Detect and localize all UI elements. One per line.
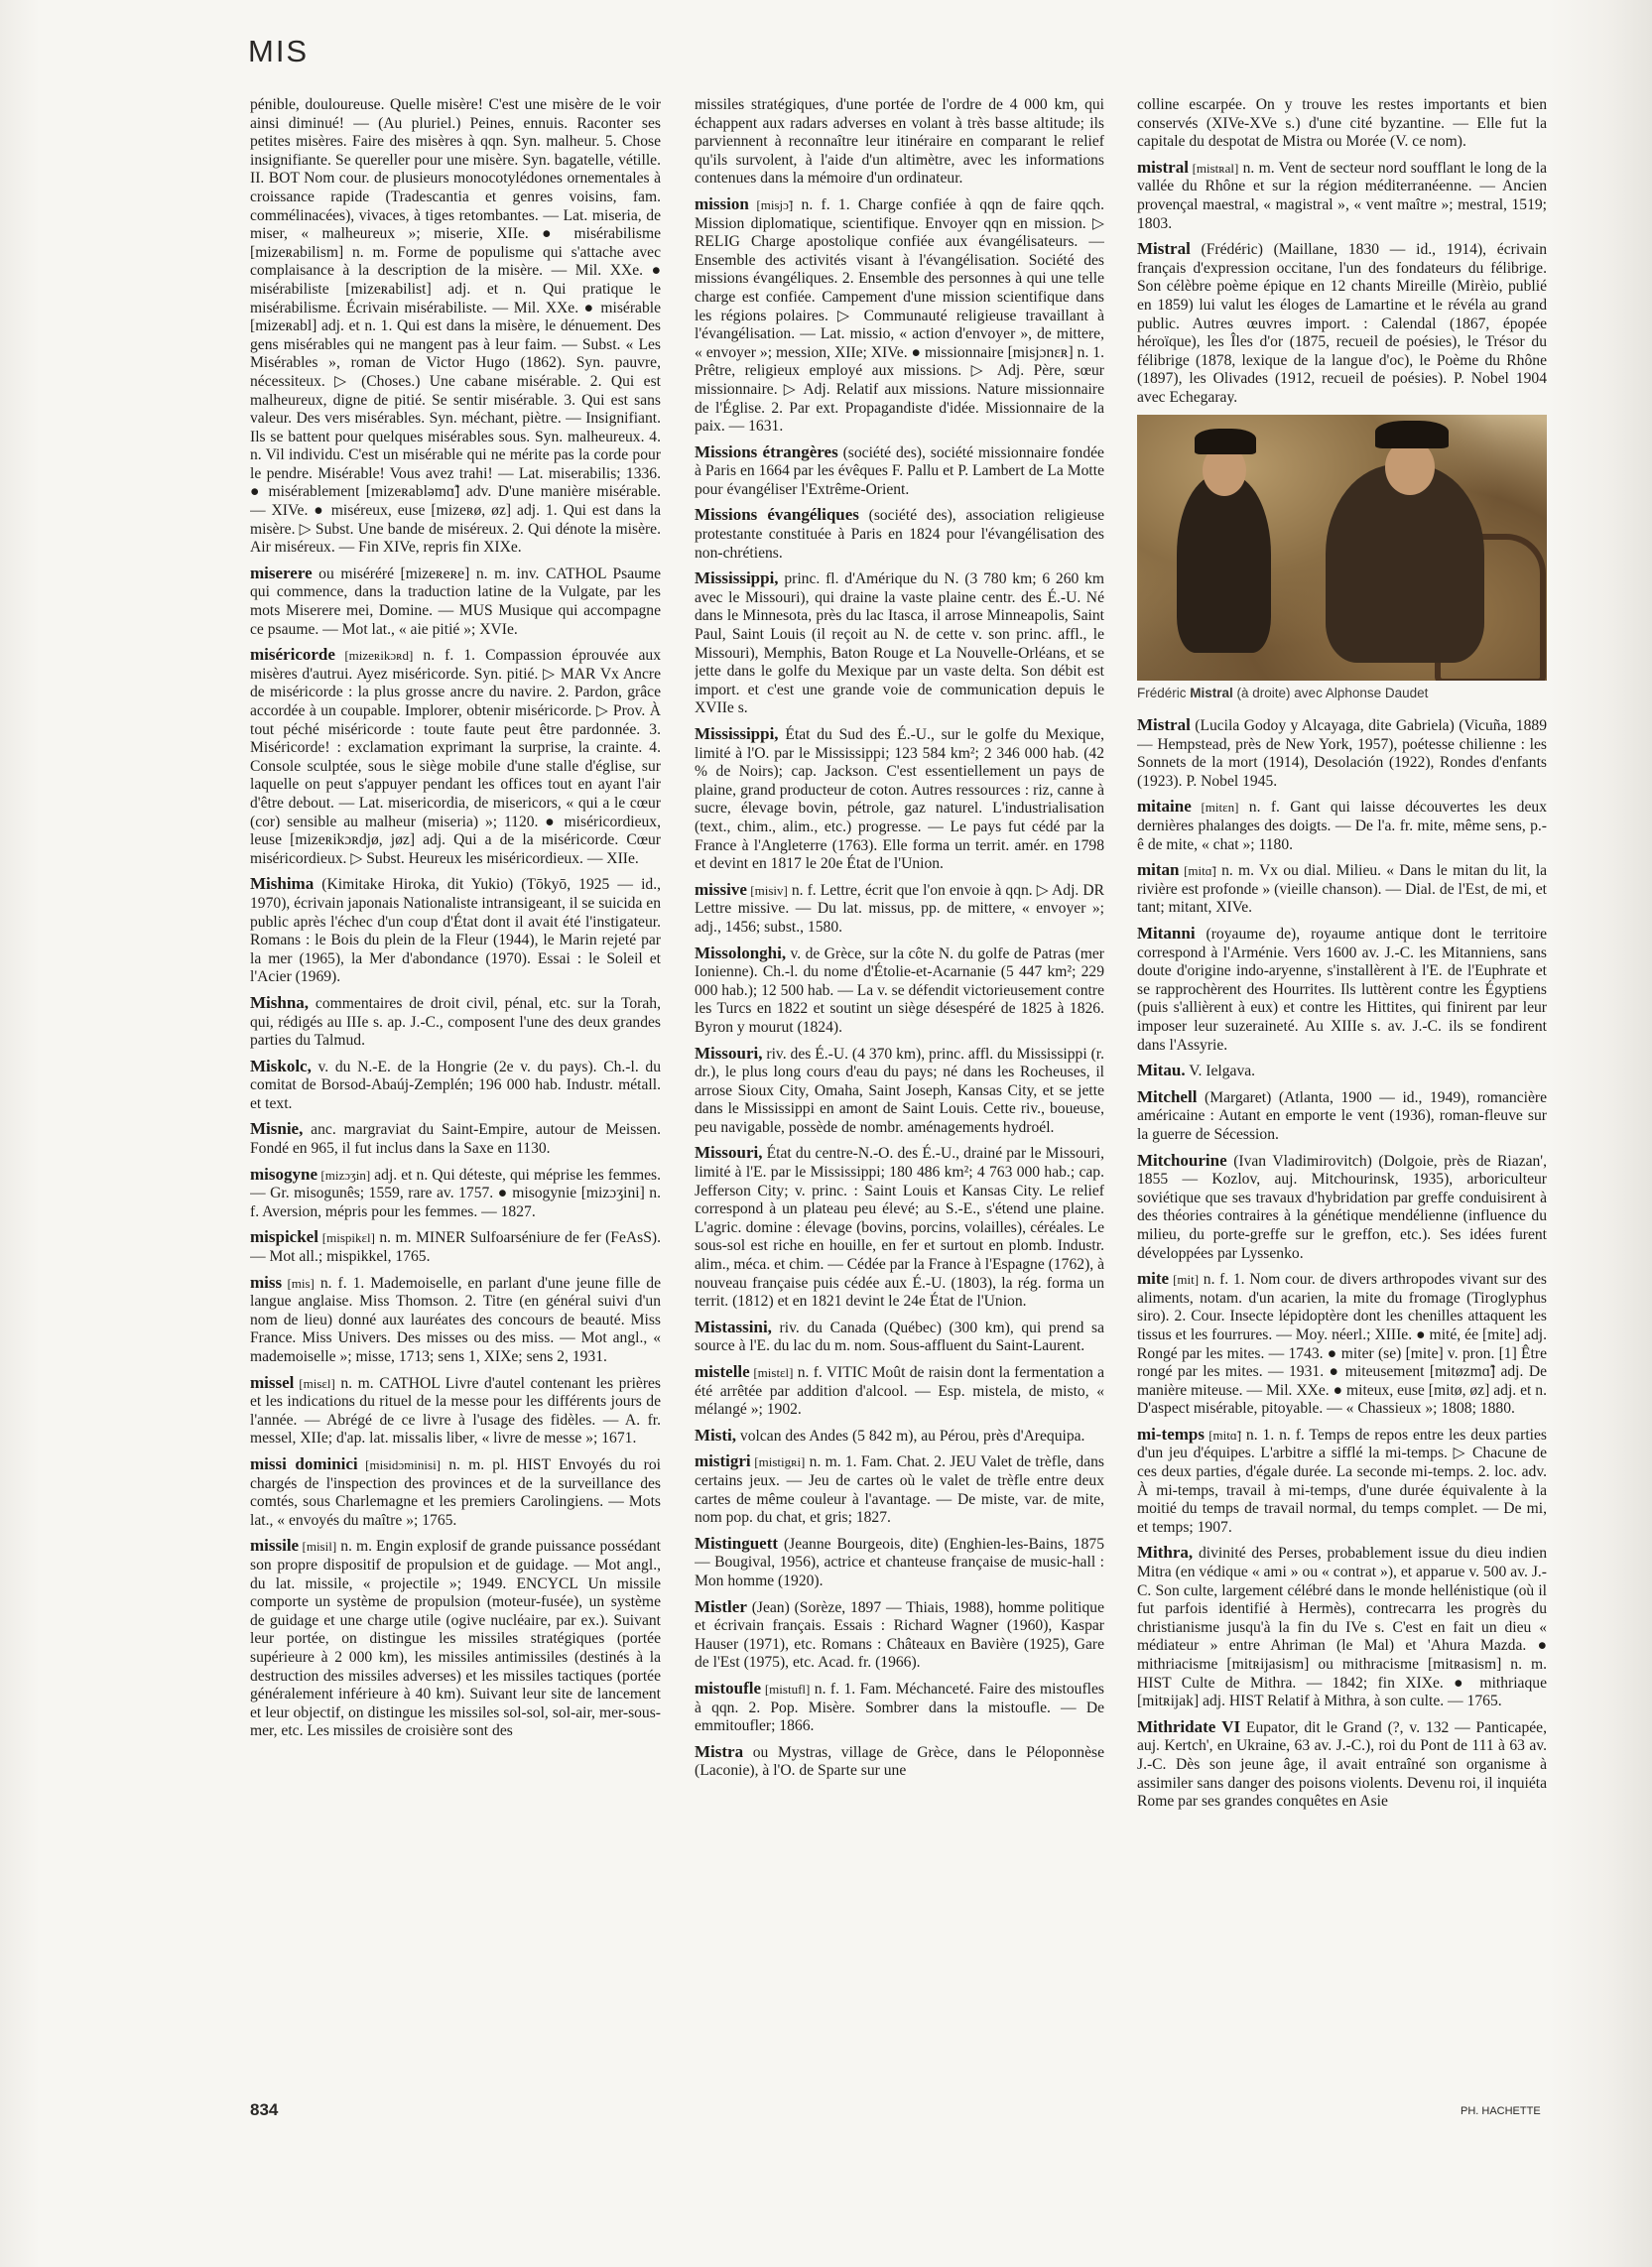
dictionary-entry xyxy=(695,725,1104,874)
publisher-credit: PH. HACHETTE xyxy=(1461,2105,1541,2117)
caption-prefix: Frédéric xyxy=(1137,685,1191,700)
entry-headword: missel xyxy=(250,1372,295,1392)
entry-headword: Mitchell xyxy=(1137,1086,1198,1106)
entry-headword: mistral xyxy=(1137,157,1189,177)
entry-definition: n. m. 1. Fam. Chat. 2. JEU Valet de trèfle, dans certains jeux. — Jeu de cartes où le valet de trèfle entre deux cartes de même couleur à l'avantage. — De miste, var. de mite, nom pop. du chat, et gris; 1827. xyxy=(695,1453,1104,1527)
dictionary-entry xyxy=(695,443,1104,500)
dictionary-entry xyxy=(250,646,661,868)
column-1 xyxy=(250,95,661,2079)
entry-headword: missi dominici xyxy=(250,1453,358,1473)
entry-definition: n. m. MINER Sulfoarséniure de fer (FeAsS). — Mot all.; mispikkel, 1765. xyxy=(250,1229,661,1266)
entry-headword: misogyne xyxy=(250,1164,318,1184)
dictionary-entry xyxy=(1137,1088,1547,1145)
entry-definition: v. de Grèce, sur la côte N. du golfe de Patras (mer Ionienne). Ch.-l. du nome d'Étolie-et-Acarnanie (5 447 km²; 229 000 hab.); 12 500 hab. — La v. se défendit victorieusement contre les Turcs en 1822 et soutint un siège désespéré de 1825 à 1826. Byron y mourut (1824). xyxy=(695,945,1104,1036)
dictionary-entry xyxy=(695,506,1104,563)
entry-headword: miss xyxy=(250,1272,283,1292)
dictionary-entry xyxy=(695,1427,1104,1447)
dictionary-entry xyxy=(1137,1718,1547,1812)
entry-definition: riv. des É.-U. (4 370 km), princ. affl. du Mississippi (r. dr.), le plus long cours d'eau du pays; né dans les Rocheuses, il arrose Sioux City, Omaha, Saint Joseph, Kansas City, et se jette dans le Mississippi en amont de Saint Louis. Cette riv., boueuse, peu navigable, possède de nombr. aménagements hydroél. xyxy=(695,1045,1104,1136)
entry-definition: colline escarpée. On y trouve les restes importants et bien conservés (XIVe-XVe s.) d'une cité byzantine. — Elle fut la capitale du despotat de Mistra ou Morée (V. ce nom). xyxy=(1137,96,1547,151)
entry-definition: divinité des Perses, probablement issue du dieu indien Mitra (en védique « ami » ou « contrat »), et apparue v. 500 av. J.-C. Son culte, largement célébré dans le monde hellénistique (où il fut parfois identifié à Hermès), contrecarra les progrès du christianisme jusqu'à la fin du IVe s. C'est en fait un dieu « médiateur » entre Ahriman (le Mal) et 'Ahura Mazda. ● mithriacisme [mitʀijasism] ou mithracisme [mitʀasism] n. m. HIST Culte de Mithra. — 1842; fin XIXe. ● mithriaque [mitʀijak] adj. HIST Relatif à Mithra, à son culte. — 1765. xyxy=(1137,1545,1547,1710)
entry-definition: (royaume de), royaume antique dont le territoire correspond à l'Arménie. Vers 1600 av. J.-C. les Mitanniens, sans doute d'origine indo-aryenne, s'installèrent à l'E. de l'Euphrate et se rapprochèrent des Hourrites. Ils luttèrent contre les Égyptiens (puis s'allièrent à eux) et contre les Hittites, qui finirent par leur imposer leur suzeraineté. Au XIIIe s. av. J.-C. ils se fondirent dans l'Assyrie. xyxy=(1137,926,1547,1054)
page-number: 834 xyxy=(250,2100,279,2119)
entry-headword: Missolonghi, xyxy=(695,943,787,962)
dictionary-entry xyxy=(695,1452,1104,1527)
entry-pronunciation: [mistufl] xyxy=(761,1681,811,1697)
entry-headword: Missouri, xyxy=(695,1043,763,1063)
dictionary-entry xyxy=(1137,861,1547,918)
dictionary-entry xyxy=(1137,1426,1547,1538)
entry-headword: Mistral xyxy=(1137,239,1191,259)
entry-definition: État du Sud des É.-U., sur le golfe du Mexique, limité à l'O. par le Mississippi; 123 584 km²; 2 346 000 hab. (42 % de Noirs); cap. Jackson. C'est essentiellement un pays de plaine, grand producteur de coton. Autres ressources : riz, canne à sucre, élevage bovin, pétrole, gaz naturel. L'industrialisation (text., chim., alim., etc.) progresse. — Le pays fut cédé par la France à l'Angleterre (1763). Elle forma un territ. amér. en 1798 et devint en 1817 le 20e État de l'Union. xyxy=(695,726,1104,873)
entry-headword: Mississippi, xyxy=(695,568,779,588)
dictionary-entry xyxy=(1137,159,1547,233)
entry-definition: princ. fl. d'Amérique du N. (3 780 km; 6 260 km avec le Missouri), qui draine la vaste plaine centr. des É.-U. Né dans le Minnesota, près du lac Itasca, il arrose Minneapolis, Saint Paul, Saint Louis (il reçoit au N. de cette v. son princ. affl., le Missouri), Memphis, Baton Rouge et La Nouvelle-Orléans, et se jette dans le golfe du Mexique par un vaste delta. Son débit est import. et c'est une grande voie de communication depuis le XVIIe s. xyxy=(695,570,1104,717)
entry-definition: n. 1. n. f. Temps de repos entre les deux parties d'un jeu d'équipes. L'arbitre a sifflé la mi-temps. ▷ Chacune de ces deux parties, d'égale durée. La seconde mi-temps. 2. loc. adv. À mi-temps, travail à mi-temps, d'une durée équivalente à la moitié du temps de travail normal, du temps complet. — De mi, et temps; 1907. xyxy=(1137,1426,1547,1536)
hat-right xyxy=(1375,421,1449,448)
dictionary-entry xyxy=(250,994,661,1051)
entry-headword: missive xyxy=(695,879,747,899)
dictionary-entry xyxy=(250,875,661,987)
entry-headword: Missions étrangères xyxy=(695,441,838,461)
entry-headword: Miskolc, xyxy=(250,1056,312,1075)
entry-pronunciation: [mispikɛl] xyxy=(318,1230,375,1246)
entry-headword: Mithra, xyxy=(1137,1543,1194,1563)
dictionary-entry xyxy=(1137,1270,1547,1419)
entry-headword: Mistinguett xyxy=(695,1533,779,1553)
entry-definition: Eupator, dit le Grand (?, v. 132 — Panticapée, auj. Kertch', en Ukraine, 63 av. J.-C.), roi du Pont de 111 à 63 av. J.-C. Dès son jeune âge, il avait entraîné son organisme à assimiler sans danger des poisons violents. Devenu roi, il inquiéta Rome par ses grandes conquêtes en Asie xyxy=(1137,1718,1547,1811)
entry-definition: riv. du Canada (Québec) (300 km), qui prend sa source à l'E. du lac du m. nom. Sous-affluent du Saint-Laurent. xyxy=(695,1319,1104,1355)
entry-headword: miséricorde xyxy=(250,645,335,665)
entry-definition: n. m. Vent de secteur nord soufflant le long de la vallée du Rhône et sur la région méditerranéenne. — Ancien provençal maestral, « magistral », « vent maître »; mestral, 1519; 1803. xyxy=(1137,159,1547,232)
entry-pronunciation: [misil] xyxy=(299,1539,337,1555)
entry-pronunciation: [mizeʀikɔʀd] xyxy=(334,648,414,664)
entry-definition: (Ivan Vladimirovitch) (Dolgoie, près de Riazan', 1855 — Kozlov, auj. Mitchourinsk, 1935), arboriculteur soviétique que ses travaux d'hybridation par greffe conduisirent à des théories contraires à la génétique mendélienne (influence du milieu, du porte-greffe sur le greffon, etc.). Ses idées furent développées par Lyssenko. xyxy=(1137,1152,1547,1262)
dictionary-entry xyxy=(695,1743,1104,1781)
column-3-bottom xyxy=(1137,716,1547,1812)
entry-pronunciation: [mitɛn] xyxy=(1191,800,1239,816)
entry-headword: Missions évangéliques xyxy=(695,505,859,525)
dictionary-entry xyxy=(695,945,1104,1038)
dictionary-entry xyxy=(695,195,1104,437)
entry-pronunciation: [mitɑ̃] xyxy=(1204,1427,1242,1443)
entry-definition: (Jeanne Bourgeois, dite) (Enghien-les-Bains, 1875 — Bougival, 1956), actrice et chanteuse française de music-hall : Mon homme (1920). xyxy=(695,1535,1104,1589)
dictionary-entry xyxy=(695,1363,1104,1420)
entry-definition: n. f. 1. Fam. Méchanceté. Faire des mistoufles à qqn. 2. Pop. Misère. Sombrer dans la mistoufle. — De emmitoufler; 1866. xyxy=(695,1680,1104,1735)
entry-definition: anc. margraviat du Saint-Empire, autour de Meissen. Fondé en 965, il fut inclus dans la Saxe en 1130. xyxy=(250,1121,661,1158)
entry-headword: Mishima xyxy=(250,874,315,894)
dictionary-entry xyxy=(250,1274,661,1367)
entry-definition: (Frédéric) (Maillane, 1830 — id., 1914), écrivain français d'expression occitane, l'un des fondateurs du félibrige. Son célèbre poème épique en 12 chants Mireille (Mirèio, publié en 1859) lui valut les éloges de Lamartine et le révéla au grand public. Autres œuvres import. : Calendal (1867, épopée héroïque), les Îles d'or (1875, recueil de poésies), le Trésor du félibrige (1878, lexique de la langue d'oc), le Poème du Rhône (1897), les Olivades (1912, recueil de poésies). P. Nobel 1904 avec Echegaray. xyxy=(1137,241,1547,406)
entry-definition: n. m. CATHOL Livre d'autel contenant les prières et les indications du rituel de la messe pour les différents jours de l'année. — Abrégé de ce livre à l'usage des fidèles. — A. fr. messel, XIIe; d'ap. lat. missalis liber, « livre de messe »; 1671. xyxy=(250,1374,661,1448)
entry-pronunciation: [mit] xyxy=(1169,1272,1200,1288)
entry-definition: ou miséréré [mizeʀeʀe] n. m. inv. CATHOL Psaume qui commence, dans la traduction latine de la Vulgate, par les mots Miserere mei, Domine. — MUS Musique qui accompagne ce psaume. — Mot lat., « aie pitié »; XVIe. xyxy=(250,565,661,638)
entry-definition: n. f. 1. Nom cour. de divers arthropodes vivant sur des aliments, notam. d'un acarien, la mite du fromage (Tiroglyphus siro). 2. Cour. Insecte lépidoptère dont les chenilles attaquent les tissus et les fourrures. — Moy. néerl.; XIIIe. ● mité, ée [mite] adj. Rongé par les mites. — 1743. ● miter (se) [mite] v. pron. [1] Être rongé par les mites. — 1931. ● miteusement [mitøzmɑ̃] adj. De manière miteuse. — Mil. XXe. ● miteux, euse [mitø, øz] adj. et n. D'aspect misérable, pitoyable. — « Chassieux »; 1808; 1880. xyxy=(1137,1271,1547,1418)
dictionary-entry xyxy=(1137,798,1547,854)
dictionary-entry xyxy=(250,1166,661,1222)
entry-definition: n. f. 1. Mademoiselle, en parlant d'une jeune fille de langue anglaise. Miss Thomson. 2. Titre (en général suivi d'un nom de lieu) donné aux lauréates des concours de beauté. Miss France. Miss Univers. Des misses ou des miss. — Mot angl., « mademoiselle »; misse, 1713; sens 1, XIXe; sens 2, 1931. xyxy=(250,1274,661,1365)
entry-headword: mistoufle xyxy=(695,1678,762,1698)
entry-headword: Mitchourine xyxy=(1137,1150,1227,1170)
dictionary-entry xyxy=(250,95,661,558)
entry-definition: n. f. VITIC Moût de raisin dont la fermentation a été arrêtée par addition d'alcool. — Esp. mistela, de misto, « mélangé »; 1902. xyxy=(695,1364,1104,1419)
dictionary-entry xyxy=(1137,95,1547,152)
entry-definition: (Margaret) (Atlanta, 1900 — id., 1949), romancière américaine : Autant en emporte le vent (1936), roman-fleuve sur la guerre de Sécession. xyxy=(1137,1088,1547,1143)
entry-headword: mitaine xyxy=(1137,797,1192,817)
entry-definition: pénible, douloureuse. Quelle misère! C'est une misère de le voir ainsi diminué! — (Au pluriel.) Peines, ennuis. Raconter ses petites misères. Faire des misères à qqn. Syn. malheur. 5. Chose insignifiante. Se quereller pour une misère. Syn. bagatelle, vétille. II. BOT Nom cour. de plusieurs monocotylédones ornementales à croissance rapide (Tradescantia et genres voisins, fam. commélinacées), vivaces, à tiges retombantes. — Lat. miseria, de miser, « malheureux »; miserie, XIIe. ● misérabilisme [mizeʀabilism] n. m. Forme de populisme qui s'attache avec complaisance à la description de la misère. — Mil. XXe. ● misérabiliste [mizeʀabilist] adj. et n. Qui pratique le misérabilisme. Écrivain misérabiliste. — Mil. XXe. ● misérable [mizeʀabl] adj. et n. 1. Qui est dans la misère, le dénuement. Des gens misérables qui ne mangent pas à leur faim. — Subst. « Les Misérables », roman de Victor Hugo (1862). Syn. pauvre, nécessiteux. ▷ (Choses.) Une cabane misérable. 2. Qui est malheureux, digne de pitié. Se sentir misérable. 3. Qui est sans valeur. Des vers misérables. Syn. méchant, piètre. — Insignifiant. Ils se battent pour quelques misérables sous. Syn. malheureux. 4. n. Vil individu. C'est un misérable qui ne mérite pas la corde pour le pendre. Misérable! Vous avez trahi! — Lat. miserabilis; 1336. ● misérablement [mizeʀabləmɑ̃] adv. D'une manière misérable. — XIVe. ● miséreux, euse [mizeʀø, øz] adj. 1. Qui est dans la misère. ▷ Subst. Une bande de miséreux. 2. Qui dénote la misère. Air miséreux. — Fin XIVe, repris fin XIXe. xyxy=(250,96,661,557)
entry-pronunciation: [misjɔ̃] xyxy=(748,196,794,212)
entry-pronunciation: [misidɔminisi] xyxy=(357,1456,442,1472)
dictionary-entry xyxy=(1137,1544,1547,1710)
entry-pronunciation: [mitɑ̃] xyxy=(1179,863,1216,879)
dictionary-entry xyxy=(695,1598,1104,1673)
dictionary-entry xyxy=(250,1120,661,1158)
entry-headword: miserere xyxy=(250,563,313,582)
dictionary-entry xyxy=(695,881,1104,938)
entry-pronunciation: [mizɔʒin] xyxy=(318,1167,371,1183)
dictionary-entry xyxy=(250,1537,661,1741)
entry-headword: Misnie, xyxy=(250,1119,304,1139)
caption-name: Mistral xyxy=(1190,685,1233,700)
entry-pronunciation: [mistigʀi] xyxy=(750,1454,806,1470)
dictionary-entry xyxy=(1137,716,1547,791)
dictionary-entry xyxy=(1137,1152,1547,1264)
entry-headword: Mistler xyxy=(695,1596,747,1616)
entry-definition: (Jean) (Sorèze, 1897 — Thiais, 1988), homme politique et écrivain français. Essais : Richard Wagner (1960), Kaspar Hauser (1971), etc. Romans : Châteaux en Bavière (1925), Gare de l'Est (1975), etc. Acad. fr. (1966). xyxy=(695,1598,1104,1672)
entry-definition: v. du N.-E. de la Hongrie (2e v. du pays). Ch.-l. du comitat de Borsod-Abaúj-Zemplén; 196 000 hab. Industr. métall. et text. xyxy=(250,1058,661,1112)
entry-definition: volcan des Andes (5 842 m), au Pérou, près d'Arequipa. xyxy=(736,1427,1085,1445)
dictionary-entry xyxy=(250,565,661,639)
entry-headword: Mishna, xyxy=(250,992,310,1012)
hat-left xyxy=(1195,429,1256,454)
entry-headword: mite xyxy=(1137,1269,1170,1289)
entry-definition: n. f. Lettre, écrit que l'on envoie à qqn. ▷ Adj. DR Lettre missive. — Du lat. missus, pp. de mittere, « envoyer »; adj., 1456; subst., 1580. xyxy=(695,881,1104,936)
entry-pronunciation: [mis] xyxy=(282,1275,315,1291)
entry-definition: commentaires de droit civil, pénal, etc. sur la Torah, qui, rédigés au IIIe s. ap. J.-C., composent l'une des deux grandes parties du Talmud. xyxy=(250,994,661,1050)
entry-definition: adj. et n. Qui déteste, qui méprise les femmes. — Gr. misogunês; 1559, rare av. 1757. ● misogynie [mizɔʒini] n. f. Aversion, mépris pour les femmes. — 1827. xyxy=(250,1166,661,1220)
dictionary-entry xyxy=(695,1144,1104,1311)
entry-definition: (société des), société missionnaire fondée à Paris en 1664 par les évêques F. Pallu et P. Lambert de La Motte pour évangéliser l'Extrême-Orient. xyxy=(695,443,1104,498)
dictionary-entry xyxy=(1137,1062,1547,1081)
caption-suffix: (à droite) avec Alphonse Daudet xyxy=(1232,685,1429,700)
entry-pronunciation: [misɛl] xyxy=(294,1375,335,1391)
entry-headword: Mitau. xyxy=(1137,1061,1186,1080)
entry-headword: missile xyxy=(250,1536,300,1556)
dictionary-entry xyxy=(250,1228,661,1266)
entry-headword: mistigri xyxy=(695,1451,751,1471)
column-3-top xyxy=(1137,95,1547,408)
figure-left xyxy=(1177,474,1271,653)
entry-definition: n. f. Gant qui laisse découvertes les deux dernières phalanges des doigts. — De l'a. fr. mite, même sens, p.-ê de mite, « chat »; 1180. xyxy=(1137,799,1547,853)
entry-definition: V. Ielgava. xyxy=(1185,1063,1256,1080)
entry-headword: Mitanni xyxy=(1137,924,1196,944)
dictionary-entry xyxy=(1137,240,1547,407)
entry-definition: ou Mystras, village de Grèce, dans le Péloponnèse (Laconie), à l'O. de Sparte sur une xyxy=(695,1743,1104,1780)
dictionary-entry xyxy=(250,1058,661,1114)
entry-definition: (Lucila Godoy y Alcayaga, dite Gabriela) (Vicuña, 1889 — Hempstead, près de New York, 1957), poétesse chilienne : les Sonnets de la mort (1914), Desolación (1922), Rondes d'enfants (1923). P. Nobel 1945. xyxy=(1137,717,1547,790)
entry-pronunciation: [mistʀal] xyxy=(1188,160,1239,176)
dictionary-entry xyxy=(695,569,1104,718)
entry-headword: mitan xyxy=(1137,860,1180,880)
page-header: MIS xyxy=(248,34,310,68)
entry-definition: (Kimitake Hiroka, dit Yukio) (Tōkyō, 1925 — id., 1970), écrivain japonais Nationaliste intransigeant, il se suicida en public après l'échec d'un coup d'État dont il avait été l'instigateur. Romans : le Bois du plein de la Fleur (1944), le Marin rejeté par la mer (1965), la Mer d'abondance (1970). Essai : le Soleil et l'Acier (1969). xyxy=(250,876,661,986)
column-2 xyxy=(695,95,1104,2079)
dictionary-entry xyxy=(695,95,1104,189)
dictionary-entry xyxy=(1137,925,1547,1055)
entry-definition: n. m. pl. HIST Envoyés du roi chargés de l'inspection des provinces et de la surveillance des comtés, sous Charlemagne et les premiers Carolingiens. — Mots lat., « envoyés du maître »; 1765. xyxy=(250,1455,661,1529)
entry-definition: n. f. 1. Compassion éprouvée aux misères d'autrui. Ayez miséricorde. Syn. pitié. ▷ MAR Vx Ancre de miséricorde : la plus grosse ancre du navire. 2. Pardon, grâce accordée à un coupable. Implorer, obtenir miséricorde. ▷ Prov. À tout péché miséricorde : toute faute peut être pardonnée. 3. Miséricorde! : exclamation exprimant la surprise, la crainte. 4. Console sculptée, sous le siège mobile d'une stalle d'église, sur laquelle on peut s'appuyer pendant les offices tout en ayant l'air d'être debout. — Lat. misericordia, de misericors, « qui a le cœur (cor) sensible au malheur (miseria) »; 1120. ● miséricordieux, leuse [mizeʀikɔʀdjø, jøz] adj. Qui a de la miséricorde. Cœur miséricordieux. ▷ Subst. Heureux les miséricordieux. — XIIe. xyxy=(250,647,661,867)
entry-headword: Mistassini, xyxy=(695,1317,772,1336)
entry-headword: Mississippi, xyxy=(695,724,779,743)
entry-headword: mi-temps xyxy=(1137,1424,1205,1444)
entry-headword: Misti, xyxy=(695,1425,737,1445)
entry-definition: État du centre-N.-O. des É.-U., drainé par le Missouri, limité à l'E. par le Mississippi; 180 486 km²; 4 763 000 hab.; cap. Jefferson City; v. princ. : Saint Louis et Kansas City. Le relief correspond à un plateau peu élevé; au S.-E., s'étend une plaine. L'agric. domine : élevage (bovins, porcins, volailles), céréales. Le sous-sol est riche en houille, en fer et surtout en plomb. Industr. alim., méca. et chim. — Cédée par la France à l'Espagne (1762), à nouveau française puis cédée aux É.-U. (1803), la rég. forma un territ. (1812) et en 1821 devint le 24e État de l'Union. xyxy=(695,1145,1104,1311)
entry-headword: mispickel xyxy=(250,1227,318,1247)
dictionary-entry xyxy=(695,1319,1104,1356)
column-3 xyxy=(1137,95,1547,2079)
photo-caption xyxy=(1137,685,1547,703)
entry-headword: mistelle xyxy=(695,1362,750,1381)
entry-headword: Mistral xyxy=(1137,715,1191,735)
entry-headword: mission xyxy=(695,193,749,213)
dictionary-entry xyxy=(250,1455,661,1530)
entry-pronunciation: [misiv] xyxy=(746,882,788,898)
entry-headword: Missouri, xyxy=(695,1143,763,1163)
dictionary-entry xyxy=(250,1374,661,1448)
entry-definition: missiles stratégiques, d'une portée de l'ordre de 4 000 km, qui échappent aux radars adverses en volant à très basse altitude; ils parviennent à reconnaître leur itinéraire en comparant le relief qu'ils survolent, à l'aide d'un altimètre, avec les informations contenues dans la mémoire d'un ordinateur. xyxy=(695,96,1104,188)
dictionary-entry xyxy=(695,1535,1104,1591)
entry-definition: n. m. Engin explosif de grande puissance possédant son propre dispositif de propulsion et de guidage. — Mot angl., du lat. missile, « projectile »; 1949. ENCYCL Un missile comporte un système de propulsion (moteur-fusée), un système de guidage et une charge utile (ogive nucléaire, par ex.). Suivant leur portée, on distingue les missiles stratégiques (portée supérieure à 2 000 km), les missiles antimissiles (destinés à la destruction des missiles adverses) et les missiles tactiques (portée généralement inférieure à 40 km). Suivant leur site de lancement et leur objectif, on distingue les missiles sol-sol, sol-air, mer-sous-mer, etc. Les missiles de croisière sont des xyxy=(250,1538,661,1740)
dictionary-entry xyxy=(695,1680,1104,1736)
entry-definition: n. m. Vx ou dial. Milieu. « Dans le mitan du lit, la rivière est profonde » (vieille chanson). — Dial. de l'Est, de mi, et tant; mitant, XIVe. xyxy=(1137,862,1547,917)
entry-headword: Mistra xyxy=(695,1741,744,1761)
dictionary-entry xyxy=(695,1045,1104,1138)
photo-mistral-daudet xyxy=(1137,415,1547,681)
entry-definition: n. f. 1. Charge confiée à qqn de faire qqch. Mission diplomatique, scientifique. Envoyer qqn en mission. ▷ RELIG Charge apostolique confiée aux évangélisateurs. — Ensemble des activités visant à l'évangélisation. Société des missions évangéliques. 2. Ensemble des personnes à qui une telle charge est confiée. Campement d'une mission scientifique dans les régions polaires. ▷ Communauté religieuse travaillant à l'évangélisation. — Lat. missio, « action d'envoyer », de mittere, « envoyer »; mession, XIIe; XIVe. ● missionnaire [misjɔnɛʀ] n. 1. Prêtre, religieux employé aux missions. ▷ Adj. Père, sœur missionnaire. ▷ Adj. Relatif aux missions. Nature missionnaire de l'Église. 2. Par ext. Propagandiste d'idée. Missionnaire de la paix. — 1631. xyxy=(695,195,1104,436)
entry-pronunciation: [mistɛl] xyxy=(749,1365,794,1380)
entry-headword: Mithridate VI xyxy=(1137,1716,1241,1736)
entry-definition: (société des), association religieuse protestante constituée à Paris en 1824 pour l'évangélisation des non-chrétiens. xyxy=(695,507,1104,562)
